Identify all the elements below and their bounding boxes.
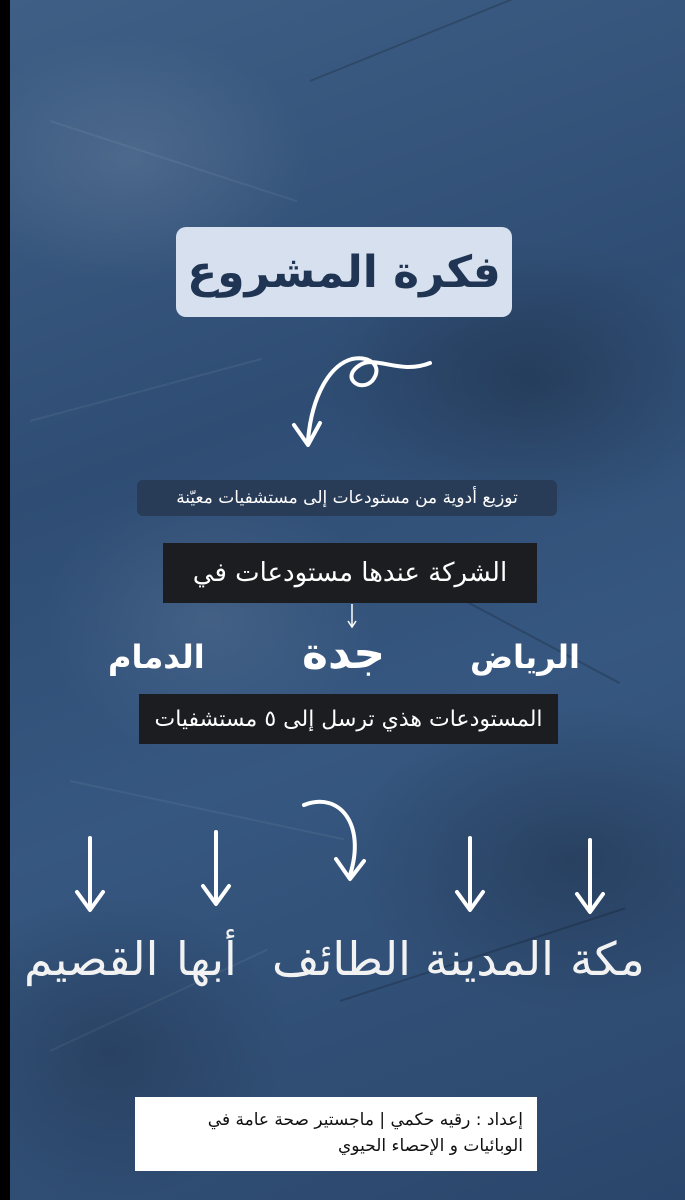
subtitle-text: توزيع أدوية من مستودعات إلى مستشفيات معيّنة [176,488,518,508]
small-down-arrow-icon [346,603,358,629]
page-title: فكرة المشروع [187,246,501,298]
credit-box [135,1097,537,1171]
warehouses-heading-box [163,543,537,603]
crumpled-paper-background [10,0,685,1200]
warehouse-city-jeddah: جدة [302,628,386,679]
title-box [176,227,512,317]
subtitle-pill [137,480,557,516]
curly-arrow-icon [280,345,440,465]
hospital-city-taif: الطائف [272,932,411,986]
paper-crease [50,120,298,202]
warehouses-heading: الشركة عندها مستودعات في [192,558,508,588]
credit-line-1: إعداد : رقيه حكمي | ماجستير صحة عامة في [207,1110,523,1130]
warehouse-city-riyadh: الرياض [470,638,580,676]
hospital-city-qassim: القصيم [24,932,159,986]
hospital-city-makkah: مكة [570,932,645,986]
down-arrow-icon [452,836,488,914]
down-arrow-icon [72,836,108,914]
hospital-city-madinah: المدينة [425,932,554,986]
down-arrow-icon [198,830,234,908]
warehouses-note: المستودعات هذي ترسل إلى ٥ مستشفيات [154,706,543,732]
down-arrow-icon [572,838,608,916]
credit-line-2: الوبائيات و الإحصاء الحيوي [338,1136,523,1156]
warehouses-note-box [139,694,558,744]
curved-arrow-icon [300,795,380,890]
paper-crease [30,358,262,422]
warehouse-city-dammam: الدمام [108,638,205,676]
hospital-city-abha: أبها [176,932,237,986]
paper-crease [310,0,589,82]
